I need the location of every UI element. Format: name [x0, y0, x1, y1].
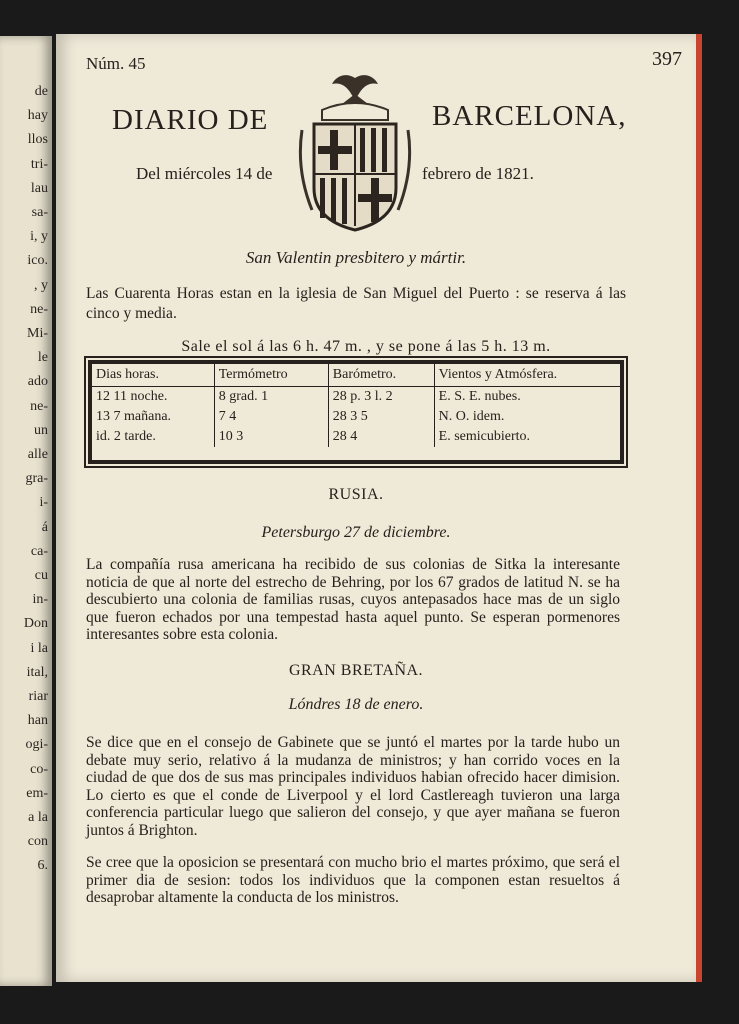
issue-number: Núm. 45: [86, 54, 146, 73]
left-page-fragment: llos: [27, 132, 48, 148]
article-paragraph: Se dice que en el consejo de Gabinete que se juntó el martes por la tarde hubo un debate muy serio, relativo á la mudanza de ministros; y han corrido voces en la ciudad de que dos de sus mas principales individuos habian ofrecido hacer dimision. Lo cierto es que el conde de Liverpool y el lord Castlereagh tuvieron una larga conferencia particular luego que salieron del consejo, y que ayer mañana se fueron juntos á Brighton.: [86, 734, 620, 839]
left-page-fragment: sa-: [31, 205, 48, 220]
weather-cell: 28 3 5: [328, 407, 434, 427]
dateline-petersburgo: Petersburgo 27 de diciembre.: [261, 524, 451, 541]
article-paragraph: La compañía rusa americana ha recibido de sus colonias de Sitka la interesante noticia de que al norte del estrecho de Behring, por los 67 grados de latitud N. se ha descubierto una colonia de familias rusas, cuyos antepasados hace mas de un siglo que fueron echados por una tempestad hasta aquel punto. Se esperan pormenores interesantes sobre esta colonia.: [86, 556, 620, 644]
barcelona-coat-of-arms-icon: [292, 70, 418, 234]
masthead-title-right: BARCELONA,: [432, 100, 627, 132]
weather-header-termometro: Termómetro: [214, 364, 328, 387]
left-page-fragment: in-: [32, 592, 48, 608]
left-page-fragment: un: [34, 422, 48, 438]
left-page-fragment: 6.: [37, 858, 48, 874]
left-page-fragment: i-: [39, 495, 48, 511]
left-page-fragment: cu: [34, 568, 48, 583]
forty-hours-notice: Las Cuarenta Horas estan en la iglesia de San Miguel del Puerto : se reserva á las cinco y media.: [86, 285, 626, 322]
left-page-fragment: ico.: [27, 253, 48, 269]
weather-cell: 8 grad. 1: [214, 387, 328, 408]
weather-cell: E. semicubierto.: [434, 427, 620, 447]
masthead-title-left: DIARIO DE: [112, 104, 269, 136]
left-page-fragment: em-: [26, 785, 48, 801]
left-page-fragment: ne-: [30, 301, 48, 317]
issue-date-right: febrero de 1821.: [422, 164, 534, 183]
left-page-fragment: Don: [23, 616, 48, 632]
left-page-edge: [0, 36, 52, 986]
weather-cell: 13 7 mañana.: [96, 409, 172, 424]
article-paragraph: Se cree que la oposicion se presentará con mucho brio el martes próximo, que será el primer dia de sesion: todos los individuos que la componen estan resueltos á desaprobar altamente la conducta de los ministros.: [86, 854, 620, 907]
left-page-fragment: ne-: [30, 398, 48, 414]
weather-cell: 7 4: [214, 407, 328, 427]
left-page-fragment: ital,: [26, 664, 48, 680]
left-page-fragment: le: [37, 350, 48, 366]
weather-header-barometro: Barómetro.: [328, 364, 434, 387]
dateline-londres: Lóndres 18 de enero.: [288, 696, 424, 713]
weather-row: [92, 387, 620, 408]
left-page-fragment: i, y: [30, 229, 48, 245]
weather-cell: id. 2 tarde.: [96, 429, 156, 444]
saint-of-the-day: San Valentin presbitero y mártir.: [245, 248, 467, 267]
section-heading-gran-bretana: GRAN BRETAÑA.: [288, 662, 424, 679]
issue-date-left: Del miércoles 14 de: [136, 164, 273, 183]
weather-table: [88, 360, 624, 464]
left-page-fragment: Mi-: [27, 326, 48, 341]
sunrise-sunset: Sale el sol á las 6 h. 47 m. , y se pone á las 5 h. 13 m.: [181, 338, 551, 355]
weather-header-dias: Dias horas.: [92, 364, 214, 387]
weather-row: [92, 407, 620, 427]
left-page-fragment: i la: [30, 640, 48, 656]
weather-cell: 28 4: [328, 427, 434, 447]
page-number: 397: [652, 48, 682, 70]
weather-cell: 10 3: [214, 427, 328, 447]
left-page-fragment: a la: [28, 810, 48, 825]
left-page-fragment: lau: [30, 180, 48, 196]
left-page-fragment: hay: [27, 108, 48, 124]
left-page-fragment: á: [41, 519, 48, 535]
weather-cell: E. S. E. nubes.: [434, 387, 620, 408]
weather-header-vientos: Vientos y Atmósfera.: [434, 364, 620, 387]
left-page-fragment: de: [34, 84, 48, 99]
left-page-fragment: han: [27, 713, 48, 729]
newspaper-page: [56, 34, 702, 982]
left-page-fragment: , y: [34, 277, 48, 293]
left-page-fragment: alle: [27, 447, 48, 462]
left-page-fragment: ca-: [30, 543, 48, 559]
weather-cell: N. O. idem.: [434, 407, 620, 427]
weather-cell: 12 11 noche.: [96, 389, 168, 404]
left-page-fragment: co-: [30, 761, 48, 777]
weather-cell: 28 p. 3 l. 2: [328, 387, 434, 408]
section-heading-rusia: RUSIA.: [328, 486, 384, 503]
left-page-fragment: riar: [28, 689, 48, 704]
left-page-fragment: gra-: [25, 471, 48, 487]
left-page-fragment: con: [27, 834, 48, 850]
left-page-fragment: ogi-: [25, 737, 48, 753]
left-page-fragment: tri-: [30, 156, 48, 172]
weather-row: [92, 427, 620, 447]
left-page-fragment: ado: [27, 374, 48, 390]
